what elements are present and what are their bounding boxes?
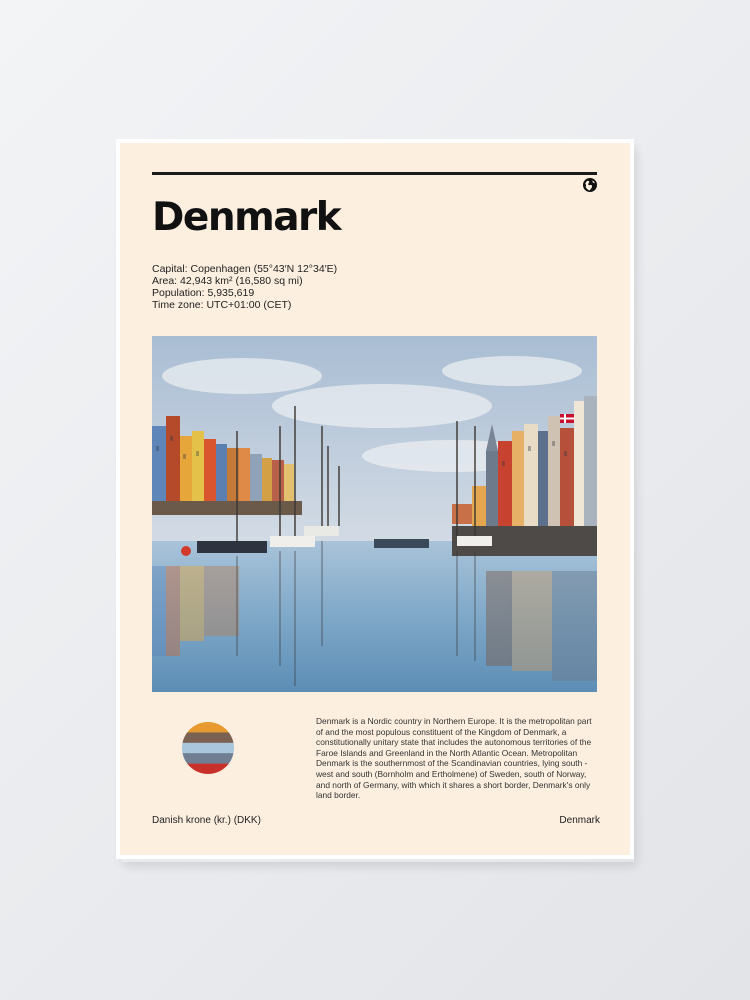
- poster-paper: [120, 143, 630, 855]
- emblem-stripe: [182, 732, 234, 743]
- emblem-stripe: [182, 743, 234, 754]
- fact-area: Area: 42,943 km² (16,580 sq mi): [152, 275, 303, 287]
- striped-circle-emblem: [182, 722, 234, 774]
- poster: [116, 139, 634, 859]
- emblem-stripe: [182, 764, 234, 774]
- fact-population: Population: 5,935,619: [152, 287, 255, 299]
- emblem-stripe: [182, 753, 234, 764]
- fact-capital: Capital: Copenhagen (55°43′N 12°34′E): [152, 263, 338, 275]
- country-facts: [152, 263, 337, 311]
- country-description: Denmark is a Nordic country in Northern Europe. It is the metropolitan part of and the most populous constituent of the Kingdom of Denmark, a constitutionally unitary state that includes the autonomous territories of the Faroe Islands and Greenland in the North Atlantic Ocean. Metropolitan Denmark is the southernmost of the Scandinavian countries, lying south -west and south (Bornholm and Ertholmene) of Sweden, south of Norway, and north of Germany, with which it shares a short border, Denmark's only land border.: [316, 716, 592, 801]
- currency-label: Danish krone (kr.) (DKK): [152, 815, 261, 826]
- poster-title: Denmark: [152, 195, 341, 240]
- emblem-stripe: [182, 722, 234, 733]
- top-rule: [152, 172, 597, 175]
- nyhavn-harbour-photo: [152, 336, 597, 692]
- globe-icon: [583, 178, 597, 192]
- fact-timezone: Time zone: UTC+01:00 (CET): [152, 299, 292, 311]
- country-label: Denmark: [559, 815, 600, 826]
